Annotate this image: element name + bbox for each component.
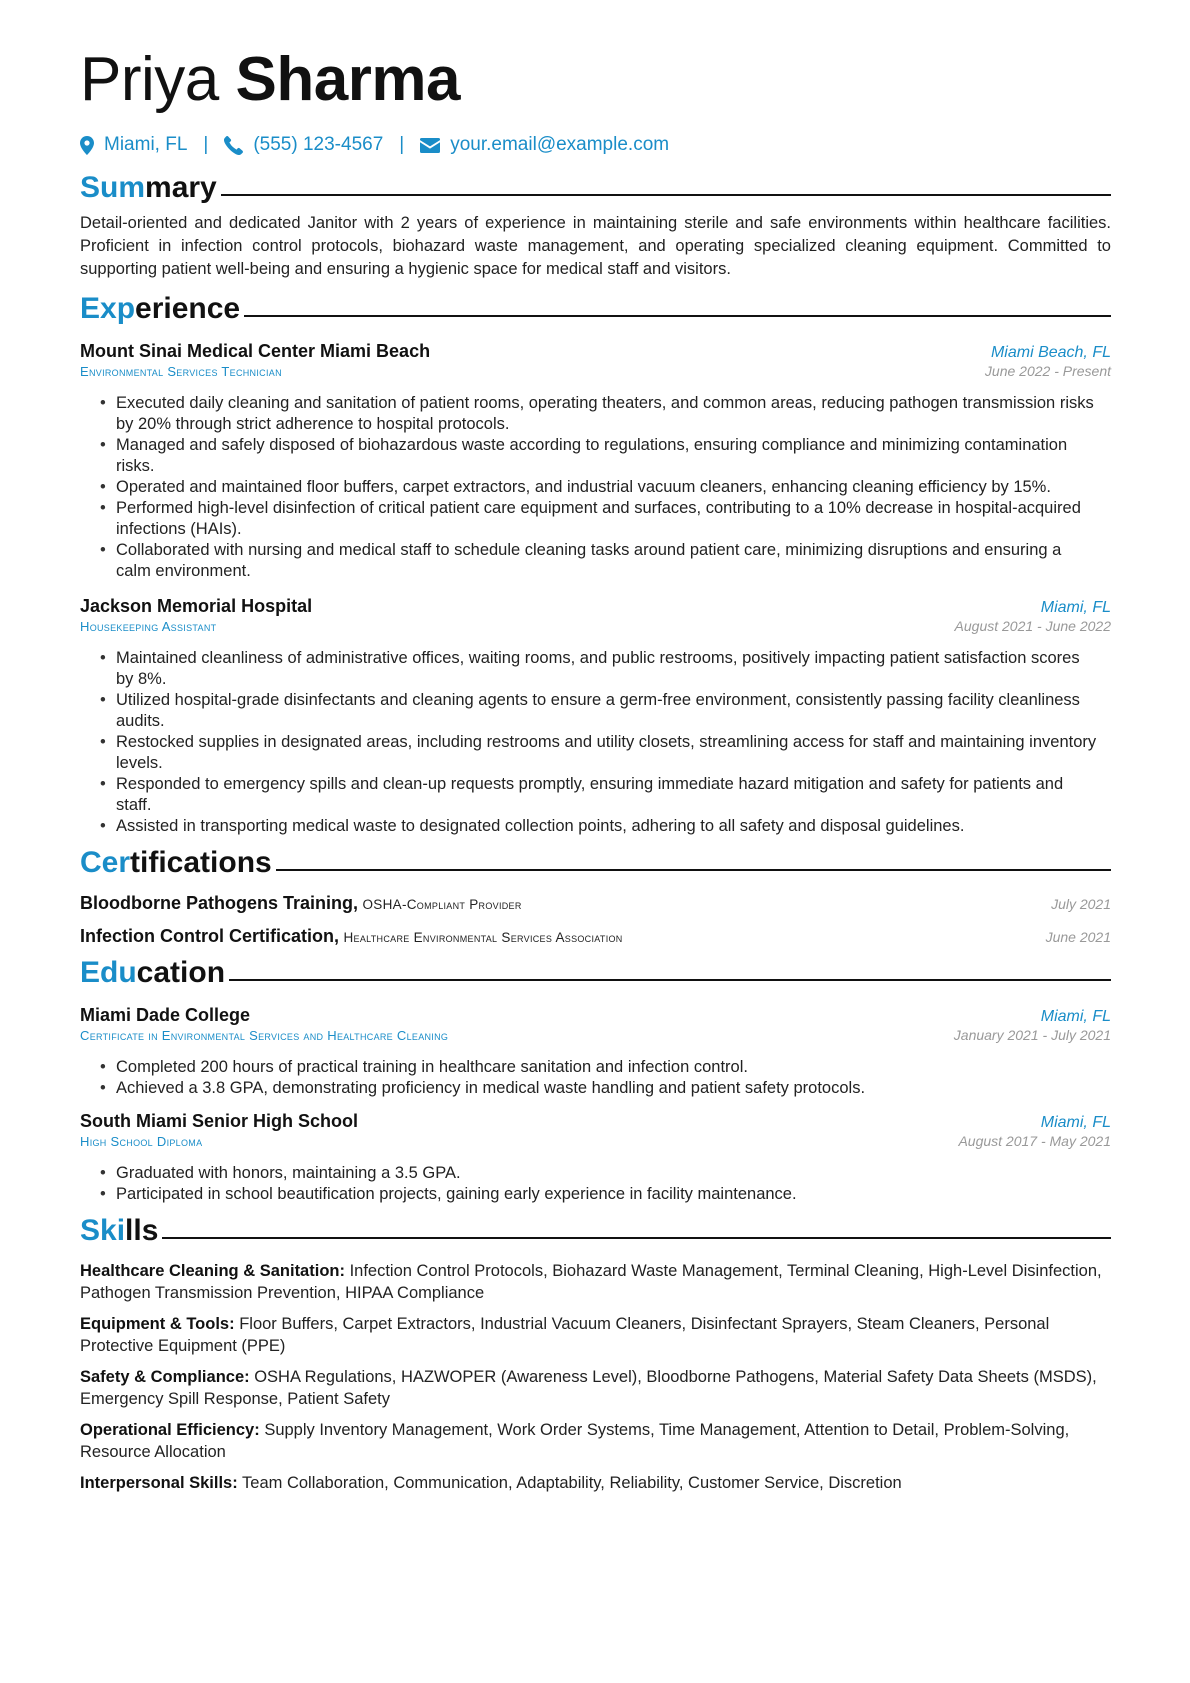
contact-separator: |: [399, 134, 405, 155]
envelope-icon: [420, 138, 440, 153]
certification-issuer: Healthcare Environmental Services Association: [343, 930, 623, 945]
certification-item: Bloodborne Pathogens Training, OSHA-Compliant Provider July 2021: [80, 893, 1111, 913]
experience-entry: [80, 341, 1111, 582]
certifications-section-header: [80, 843, 1111, 883]
list-item: • Collaborated with nursing and medical staff to schedule cleaning tasks around patient care, minimizing disruptions and ensuring a calm environment.: [116, 540, 1111, 582]
summary-section-header: [80, 168, 1111, 208]
job-dates: August 2021 - June 2022: [954, 618, 1111, 634]
degree-title: Certificate in Environmental Services and Healthcare Cleaning: [80, 1028, 449, 1043]
contact-bar: [80, 134, 1111, 156]
school-location: Miami, FL: [1040, 1114, 1111, 1131]
last-name: Sharma: [235, 45, 460, 114]
skill-group-values: Floor Buffers, Carpet Extractors, Industrial Vacuum Cleaners, Disinfectant Sprayers, Steam Cleaners, Personal Protective Equipment (PPE): [80, 1315, 1050, 1355]
skill-group-label: Safety & Compliance:: [80, 1368, 250, 1386]
experience-section-header: [80, 289, 1111, 329]
certification-item: Infection Control Certification, Healthcare Environmental Services Association June 2021: [80, 926, 1111, 946]
summary-text: Detail-oriented and dedicated Janitor with 2 years of experience in maintaining sterile and safe environments within healthcare facilities. Proficient in infection control protocols, biohazard waste management, and operating specialized cleaning equipment. Committed to supporting patient well-being and ensuring a hygienic space for medical staff and visitors.: [80, 214, 1111, 278]
certifications-title: Certifications: [80, 846, 272, 879]
section-divider: [229, 979, 1111, 981]
certification-issuer: OSHA-Compliant Provider: [362, 897, 522, 912]
education-title: Education: [80, 956, 226, 989]
list-item: • Restocked supplies in designated areas, including restrooms and utility closets, streamlining access for staff and maintaining inventory levels.: [116, 732, 1111, 774]
education-bullets: [80, 1057, 1111, 1099]
job-location: Miami, FL: [1040, 599, 1111, 616]
school-name: Miami Dade College: [80, 1005, 251, 1025]
skill-group-values: OSHA Regulations, HAZWOPER (Awareness Level), Bloodborne Pathogens, Material Safety Data Sheets (MSDS), Emergency Spill Response, Patient Safety: [80, 1368, 1097, 1408]
section-divider: [244, 315, 1111, 317]
section-divider: [162, 1237, 1111, 1239]
list-item: • Responded to emergency spills and clean-up requests promptly, ensuring immediate hazard mitigation and safety for patients and staff.: [116, 774, 1111, 816]
section-divider: [221, 194, 1111, 196]
job-location: Miami Beach, FL: [990, 344, 1111, 361]
list-item: • Participated in school beautification projects, gaining early experience in facility maintenance.: [116, 1184, 1111, 1205]
skills-section-header: [80, 1211, 1111, 1251]
location-text: Miami, FL: [104, 134, 188, 155]
map-marker-icon: [80, 136, 94, 155]
list-item: • Performed high-level disinfection of critical patient care equipment and surfaces, contributing to a 10% decrease in hospital-acquired infections (HAIs).: [116, 498, 1111, 540]
skill-group-values: Infection Control Protocols, Biohazard Waste Management, Terminal Cleaning, High-Level Disinfection, Pathogen Transmission Prevention, HIPAA Compliance: [80, 1262, 1102, 1302]
certification-date: July 2021: [1051, 896, 1111, 912]
list-item: • Completed 200 hours of practical training in healthcare sanitation and infection control.: [116, 1057, 1111, 1078]
skills-title: Skills: [80, 1214, 159, 1247]
job-title: Housekeeping Assistant: [80, 619, 217, 634]
contact-separator: |: [203, 134, 209, 155]
degree-title: High School Diploma: [80, 1134, 203, 1149]
skill-group-label: Interpersonal Skills:: [80, 1474, 238, 1492]
list-item: • Graduated with honors, maintaining a 3.5 GPA.: [116, 1163, 1111, 1184]
skill-group-label: Healthcare Cleaning & Sanitation:: [80, 1262, 345, 1280]
school-location: Miami, FL: [1040, 1008, 1111, 1025]
list-item: • Executed daily cleaning and sanitation of patient rooms, operating theaters, and common areas, reducing pathogen transmission risks by 20% through strict adherence to hospital protocols.: [116, 393, 1111, 435]
skill-group: [80, 1366, 1111, 1410]
skill-group: [80, 1472, 1111, 1494]
experience-title: Experience: [80, 292, 241, 325]
education-dates: August 2017 - May 2021: [958, 1133, 1111, 1149]
section-divider: [276, 869, 1111, 871]
job-bullets: [80, 648, 1111, 837]
job-title: Environmental Services Technician: [80, 364, 282, 379]
contact-phone: [224, 134, 383, 156]
education-section-header: [80, 953, 1111, 993]
education-entry: [80, 1005, 1111, 1099]
certification-name: Bloodborne Pathogens Training: [80, 893, 354, 913]
phone-text: (555) 123-4567: [253, 134, 384, 155]
skill-group: [80, 1260, 1111, 1304]
skill-group-values: Team Collaboration, Communication, Adaptability, Reliability, Customer Service, Discretion: [242, 1474, 902, 1492]
list-item: • Utilized hospital-grade disinfectants and cleaning agents to ensure a germ-free environment, consistently passing facility cleanliness audits.: [116, 690, 1111, 732]
skill-group: [80, 1419, 1111, 1463]
education-bullets: [80, 1163, 1111, 1205]
email-link[interactable]: your.email@example.com: [450, 134, 670, 155]
list-item: • Managed and safely disposed of biohazardous waste according to regulations, ensuring compliance and minimizing contamination risks.: [116, 435, 1111, 477]
certification-name: Infection Control Certification: [80, 926, 334, 946]
job-dates: June 2022 - Present: [984, 363, 1111, 379]
employer-name: Mount Sinai Medical Center Miami Beach: [80, 341, 431, 361]
education-dates: January 2021 - July 2021: [953, 1027, 1111, 1043]
employer-name: Jackson Memorial Hospital: [80, 596, 313, 616]
first-name: Priya: [80, 45, 219, 114]
list-item: • Assisted in transporting medical waste to designated collection points, adhering to all safety and disposal guidelines.: [116, 816, 1111, 837]
certification-date: June 2021: [1045, 929, 1111, 945]
skill-group-label: Equipment & Tools:: [80, 1315, 235, 1333]
job-bullets: [80, 393, 1111, 582]
skill-group: [80, 1313, 1111, 1357]
list-item: • Achieved a 3.8 GPA, demonstrating proficiency in medical waste handling and patient safety protocols.: [116, 1078, 1111, 1099]
experience-entry: [80, 596, 1111, 837]
skill-group-values: Supply Inventory Management, Work Order Systems, Time Management, Attention to Detail, Problem-Solving, Resource Allocation: [80, 1421, 1070, 1461]
school-name: South Miami Senior High School: [80, 1111, 359, 1131]
list-item: • Maintained cleanliness of administrative offices, waiting rooms, and public restrooms, positively impacting patient satisfaction scores by 8%.: [116, 648, 1111, 690]
contact-location: [80, 134, 187, 156]
education-entry: [80, 1111, 1111, 1205]
skill-group-label: Operational Efficiency:: [80, 1421, 260, 1439]
contact-email[interactable]: [420, 134, 669, 156]
phone-icon: [224, 136, 243, 155]
summary-title: Summary: [80, 171, 217, 204]
list-item: • Operated and maintained floor buffers, carpet extractors, and industrial vacuum cleaners, enhancing cleaning efficiency by 15%.: [116, 477, 1111, 498]
candidate-name: [80, 44, 1111, 116]
